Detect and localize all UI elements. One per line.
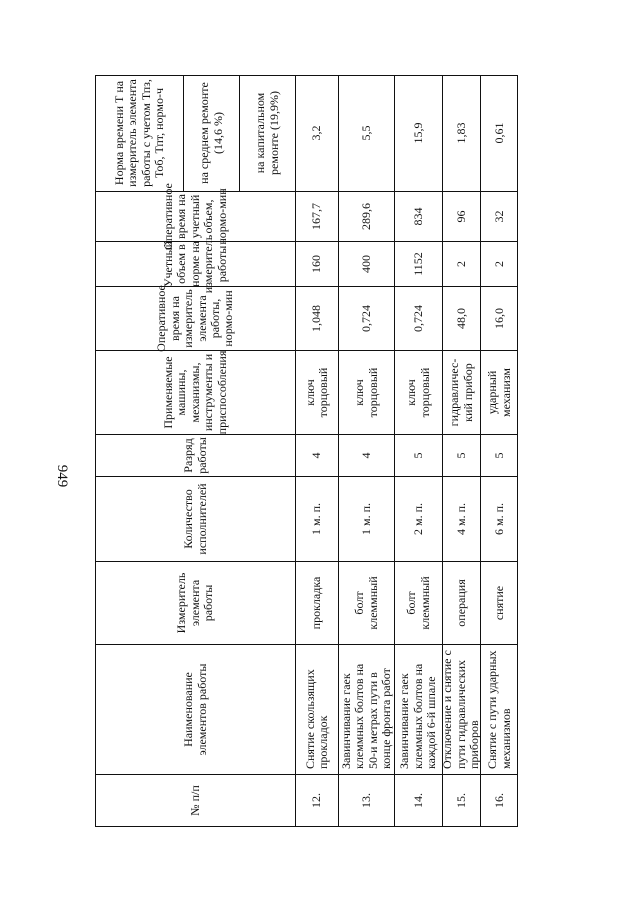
- row-tools: ключ торцовый: [338, 351, 394, 435]
- row-op-time-total: 289,6: [338, 192, 394, 242]
- row-num: 13.: [338, 775, 394, 827]
- row-tools: ключ торцовый: [295, 351, 338, 435]
- work-norms-table: [95, 75, 518, 827]
- header-num: № п/п: [95, 775, 295, 827]
- row-meter: прокладка: [295, 562, 338, 645]
- header-name: Наименование элементов работы: [95, 645, 295, 775]
- row-num: 12.: [295, 775, 338, 827]
- row-op-time-total: 96: [442, 192, 480, 242]
- row-op-time-unit: 16,0: [480, 287, 518, 351]
- row-tools: гидравличес-кий прибор: [442, 351, 480, 435]
- row-volume: 160: [295, 242, 338, 287]
- row-workers: 1 м. п.: [295, 477, 338, 562]
- row-name: Отключение и снятие с пути гидравлических приборов: [442, 645, 480, 775]
- row-volume: 2: [480, 242, 518, 287]
- page-number: 949: [54, 464, 71, 488]
- row-grade: 5: [480, 435, 518, 477]
- header-meter: Измеритель элемента работы: [95, 562, 295, 645]
- row-num: 14.: [394, 775, 442, 827]
- row-norm-mid: 5,5: [338, 75, 394, 192]
- header-op-time-total: Оперативное время на учетный объем, нормо-мин: [95, 192, 295, 242]
- row-grade: 5: [442, 435, 480, 477]
- row-volume: 2: [442, 242, 480, 287]
- row-grade: 5: [394, 435, 442, 477]
- row-norm-mid: 3,2: [295, 75, 338, 192]
- header-norm-mid: на среднем ремонте (14,6 %): [183, 75, 239, 192]
- row-op-time-unit: 1,048: [295, 287, 338, 351]
- row-name: Снятие с пути ударных механизмов: [480, 645, 518, 775]
- header-op-time-unit: Оперативное время на измеритель элемента работы, нормо-мин: [95, 287, 295, 351]
- row-tools: ударный механизм: [480, 351, 518, 435]
- row-meter: снятие: [480, 562, 518, 645]
- rotated-table-area: [95, 75, 518, 827]
- row-num: 15.: [442, 775, 480, 827]
- row-meter: болт клеммный: [394, 562, 442, 645]
- row-op-time-total: 834: [394, 192, 442, 242]
- row-norm-mid: 0,61: [480, 75, 518, 192]
- row-grade: 4: [338, 435, 394, 477]
- row-name: Завинчивание гаек клеммных болтов на каждой 6-й шпале: [394, 645, 442, 775]
- row-op-time-total: 32: [480, 192, 518, 242]
- header-norm-cap: на капитальном ремонте (19,9%): [239, 75, 295, 192]
- row-op-time-unit: 0,724: [338, 287, 394, 351]
- row-volume: 1152: [394, 242, 442, 287]
- row-workers: 4 м. п.: [442, 477, 480, 562]
- row-workers: 1 м. п.: [338, 477, 394, 562]
- row-norm-mid: 1,83: [442, 75, 480, 192]
- row-op-time-unit: 48,0: [442, 287, 480, 351]
- row-meter: болт клеммный: [338, 562, 394, 645]
- row-meter: операция: [442, 562, 480, 645]
- row-op-time-unit: 0,724: [394, 287, 442, 351]
- header-norm-group: Норма времени Т на измеритель элемента работы с учетом Тпз, Тоб, Тпт, нормо-ч: [95, 75, 183, 192]
- row-workers: 2 м. п.: [394, 477, 442, 562]
- header-workers: Количество исполнителей: [95, 477, 295, 562]
- row-norm-mid: 15,9: [394, 75, 442, 192]
- row-workers: 6 м. п.: [480, 477, 518, 562]
- row-tools: ключ торцовый: [394, 351, 442, 435]
- header-grade: Разряд работы: [95, 435, 295, 477]
- row-name: Завинчивание гаек клеммных болтов на 50-и метрах пути в конце фронта работ: [338, 645, 394, 775]
- row-num: 16.: [480, 775, 518, 827]
- header-volume: Учетный объем в норме на измеритель работы: [95, 242, 295, 287]
- row-volume: 400: [338, 242, 394, 287]
- header-tools: Применяемые машины, механизмы, инструменты и приспособления: [95, 351, 295, 435]
- row-name: Снятие скользящих прокладок: [295, 645, 338, 775]
- row-op-time-total: 167,7: [295, 192, 338, 242]
- row-grade: 4: [295, 435, 338, 477]
